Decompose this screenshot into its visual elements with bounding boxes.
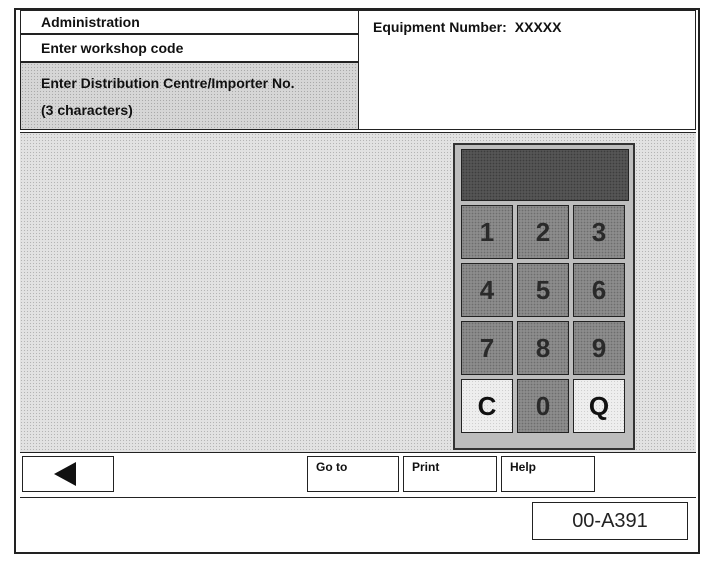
key-9[interactable]: 9 (573, 321, 625, 375)
key-7[interactable]: 7 (461, 321, 513, 375)
menu-administration[interactable] (20, 10, 359, 34)
equipment-number-label: Equipment Number: (373, 19, 507, 35)
menu-distribution-line2: (3 characters) (41, 101, 133, 118)
key-3[interactable]: 3 (573, 205, 625, 259)
menu-distribution-line1: Enter Distribution Centre/Importer No. (41, 74, 295, 91)
goto-button[interactable] (307, 456, 399, 492)
equipment-number-value: XXXXX (514, 19, 562, 35)
goto-button-label: Go to (316, 460, 348, 474)
menu-distribution-centre[interactable] (20, 62, 359, 130)
menu-workshop-code[interactable] (20, 34, 359, 62)
keypad-display (461, 149, 629, 201)
key-6[interactable]: 6 (573, 263, 625, 317)
key-2[interactable]: 2 (517, 205, 569, 259)
menu-administration-label: Administration (41, 14, 140, 30)
key-quit[interactable]: Q (573, 379, 625, 433)
equipment-panel (359, 10, 696, 130)
print-button-label: Print (412, 460, 440, 474)
key-1[interactable]: 1 (461, 205, 513, 259)
key-0[interactable]: 0 (517, 379, 569, 433)
help-button-label: Help (510, 460, 537, 474)
numeric-keypad (453, 143, 635, 450)
key-clear[interactable]: C (461, 379, 513, 433)
key-5[interactable]: 5 (517, 263, 569, 317)
help-button[interactable] (501, 456, 595, 492)
print-button[interactable] (403, 456, 497, 492)
key-4[interactable]: 4 (461, 263, 513, 317)
back-button[interactable] (22, 456, 114, 492)
menu-workshop-code-label: Enter workshop code (41, 40, 184, 56)
figure-code-label: 00-A391 (532, 502, 688, 540)
back-arrow-icon (54, 462, 76, 486)
key-8[interactable]: 8 (517, 321, 569, 375)
